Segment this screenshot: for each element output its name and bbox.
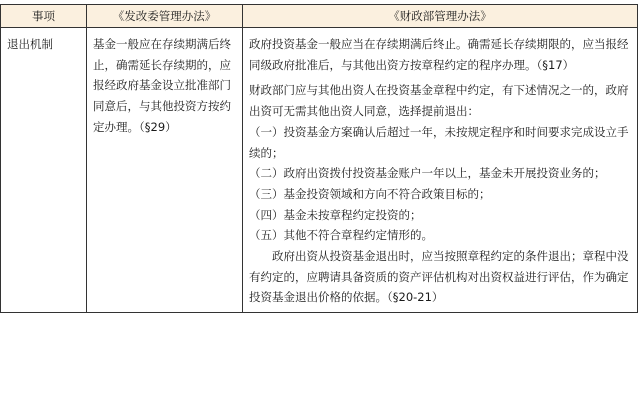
table-header-row xyxy=(1,5,638,28)
mof-item-4: （四）基金未按章程约定投资的； xyxy=(249,207,422,222)
mof-paragraph-2: 财政部门应与其他出资人在投资基金章程中约定，有下述情况之一的，政府出资可无需其他出资人同意，选择提前退出： xyxy=(249,83,629,119)
mof-item-5: （五）其他不符合章程约定情形的。 xyxy=(249,228,433,243)
table-row xyxy=(1,28,638,313)
mof-item-3: （三）基金投资领域和方向不符合政策目标的； xyxy=(249,186,491,201)
mof-item-2: （二）政府出资拨付投资基金账户一年以上，基金未开展投资业务的； xyxy=(249,166,606,181)
cell-ndrc-text: 基金一般应在存续期满后终止，确需延长存续期的，应报经政府基金设立批准部门同意后，与其他投资方按约定办理。（§29） xyxy=(87,28,243,313)
comparison-table xyxy=(0,4,638,313)
mof-item-1: （一）投资基金方案确认后超过一年，未按规定程序和时间要求完成设立手续的； xyxy=(249,124,629,160)
cell-topic: 退出机制 xyxy=(1,28,87,313)
cell-mof-text xyxy=(243,28,638,313)
mof-paragraph-3: 政府出资从投资基金退出时，应当按照章程约定的条件退出；章程中没有约定的，应聘请具备资质的资产评估机构对出资权益进行评估，作为确定投资基金退出价格的依据。（§20-21） xyxy=(249,249,629,305)
header-mof-measures: 《财政部管理办法》 xyxy=(243,5,638,28)
header-ndrc-measures: 《发改委管理办法》 xyxy=(87,5,243,28)
mof-paragraph-1: 政府投资基金一般应当在存续期满后终止。确需延长存续期限的，应当报经同级政府批准后，与其他出资方按章程约定的程序办理。（§17） xyxy=(249,37,629,72)
header-topic: 事项 xyxy=(1,5,87,28)
